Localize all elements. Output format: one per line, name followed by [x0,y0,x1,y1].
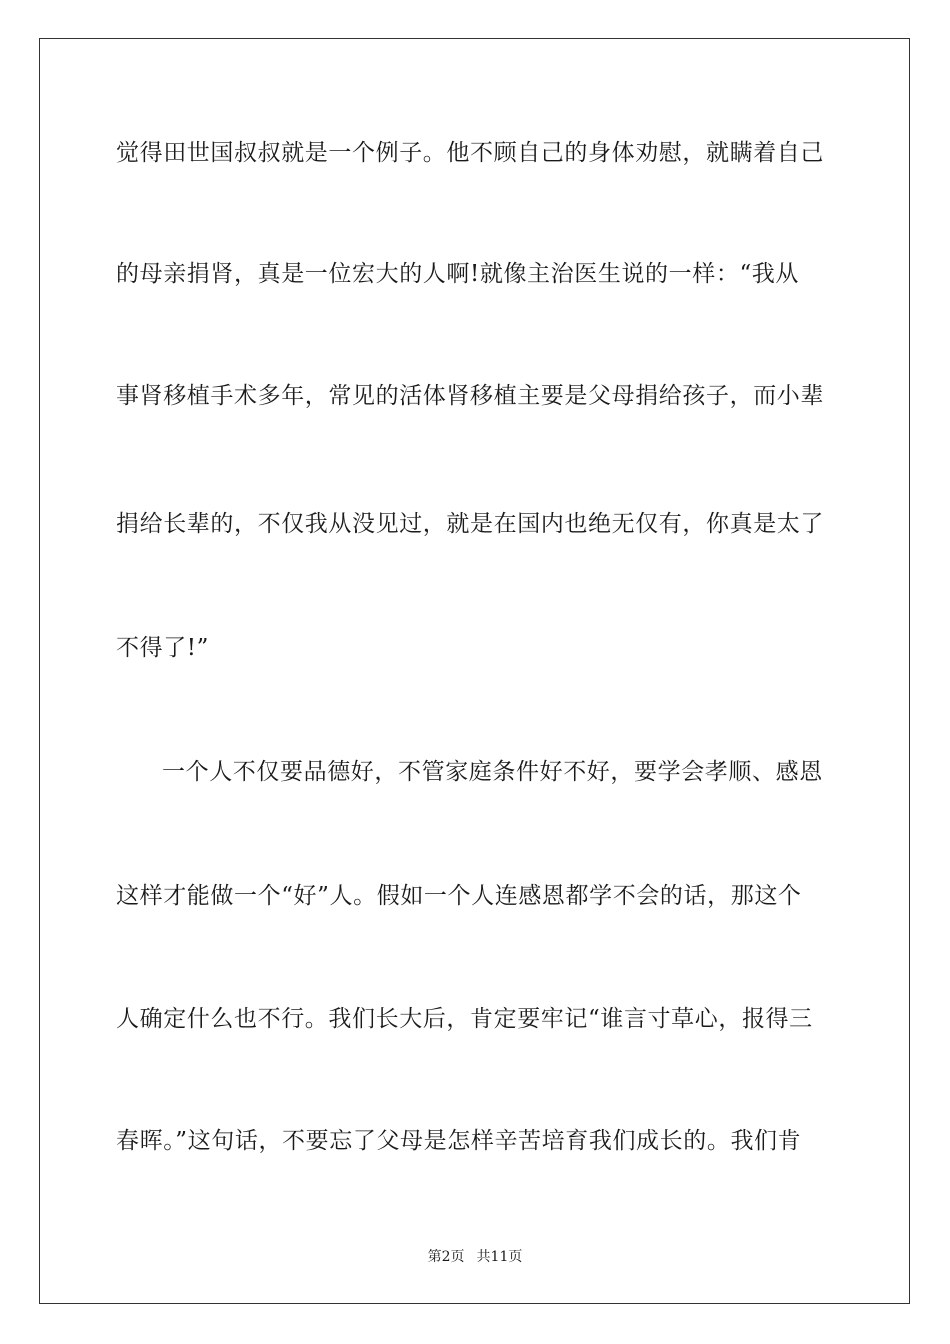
text-line: 一个人不仅要品德好，不管家庭条件好不好，要学会孝顺、感恩 [162,759,823,785]
text-line: 这样才能做一个“好”人。假如一个人连感恩都学不会的话，那这个 [116,883,802,909]
text-line: 捐给长辈的，不仅我从没见过，就是在国内也绝无仅有，你真是太了 [116,511,824,537]
text-line: 的母亲捐肾，真是一位宏大的人啊!就像主治医生说的一样：“我从 [116,261,800,287]
text-line: 春晖。”这句话，不要忘了父母是怎样辛苦培育我们成长的。我们肯 [116,1128,802,1154]
page-border [39,38,910,1304]
page-number: 第2页 [427,1249,465,1265]
page-total: 共11页 [476,1249,523,1265]
text-line: 事肾移植手术多年，常见的活体肾移植主要是父母捐给孩子，而小辈 [116,383,824,409]
text-line: 觉得田世国叔叔就是一个例子。他不顾自己的身体劝慰，就瞒着自己 [116,140,824,166]
text-line: 人确定什么也不行。我们长大后，肯定要牢记“谁言寸草心，报得三 [116,1006,813,1032]
text-line: 不得了!” [116,635,210,661]
page-footer [0,1248,950,1266]
